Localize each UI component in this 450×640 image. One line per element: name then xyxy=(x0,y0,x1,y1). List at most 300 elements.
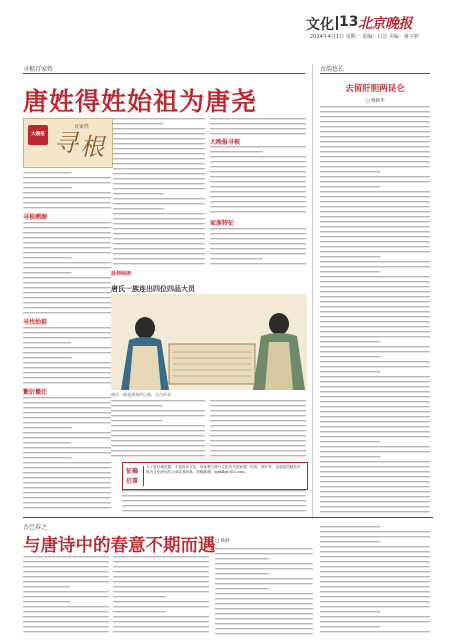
text-line xyxy=(113,581,209,582)
text-line xyxy=(210,445,306,446)
text-line xyxy=(320,206,430,207)
text-line xyxy=(23,312,111,313)
text-line xyxy=(210,151,263,152)
text-line xyxy=(113,606,209,607)
text-line xyxy=(23,472,111,473)
text-line xyxy=(210,201,306,202)
text-line xyxy=(210,253,306,254)
text-line xyxy=(320,196,430,197)
text-line xyxy=(320,426,430,427)
text-line xyxy=(113,238,205,239)
text-line xyxy=(320,366,430,367)
text-line xyxy=(320,181,430,182)
text-line xyxy=(320,626,381,627)
text-line xyxy=(320,526,381,527)
text-line xyxy=(23,561,109,562)
text-line xyxy=(113,173,205,174)
text-line xyxy=(113,228,205,229)
text-lines xyxy=(23,170,111,210)
text-line xyxy=(215,613,313,614)
right-kicker-rule xyxy=(320,73,430,74)
text-line xyxy=(23,497,111,498)
text-line xyxy=(210,171,306,172)
text-line xyxy=(320,226,430,227)
text-line xyxy=(320,306,430,307)
text-line xyxy=(23,611,109,612)
text-line xyxy=(320,166,430,167)
text-line xyxy=(210,161,306,162)
text-line xyxy=(215,573,269,574)
text-line xyxy=(111,435,205,436)
text-line xyxy=(122,490,306,491)
text-line xyxy=(210,146,306,147)
text-line xyxy=(320,501,430,502)
illustration-art xyxy=(111,294,307,390)
text-line xyxy=(320,536,430,537)
text-line xyxy=(215,598,313,599)
text-line xyxy=(320,276,430,277)
text-line xyxy=(210,196,306,197)
notice-box xyxy=(122,462,308,490)
text-line xyxy=(23,566,109,567)
text-line xyxy=(23,397,111,398)
text-line xyxy=(320,561,430,562)
text-line xyxy=(113,601,209,602)
text-line xyxy=(113,591,209,592)
text-line xyxy=(320,331,430,332)
sub-head-5: 大晚报寻根 xyxy=(210,139,241,146)
text-line xyxy=(320,401,430,402)
sub-head-3: 繁衍播迁 xyxy=(23,389,48,396)
text-line xyxy=(113,253,205,254)
text-line xyxy=(113,566,209,567)
text-line xyxy=(23,237,111,238)
text-line xyxy=(320,261,430,262)
text-line xyxy=(113,143,205,144)
text-line xyxy=(320,406,430,407)
text-line xyxy=(23,631,109,632)
text-line xyxy=(320,456,381,457)
text-line xyxy=(23,502,111,503)
text-line xyxy=(113,188,205,189)
text-line xyxy=(320,466,430,467)
text-line xyxy=(23,437,111,438)
text-line xyxy=(23,621,109,622)
text-line xyxy=(23,422,111,423)
text-line xyxy=(210,243,306,244)
text-line xyxy=(23,591,109,592)
text-line xyxy=(23,427,71,428)
text-line xyxy=(23,402,111,403)
text-line xyxy=(113,596,166,597)
text-line xyxy=(23,262,111,263)
text-line xyxy=(210,405,306,406)
text-line xyxy=(320,201,430,202)
text-line xyxy=(320,111,430,112)
text-line xyxy=(320,496,430,497)
text-line xyxy=(23,432,111,433)
text-line xyxy=(320,471,430,472)
text-line xyxy=(113,248,205,249)
text-line xyxy=(320,556,430,557)
right-kicker: 古韵悠长 xyxy=(320,66,345,73)
bottom-byline: □ 林静 xyxy=(215,539,230,544)
sub-head-2: 寻找始祖 xyxy=(23,319,48,326)
text-line xyxy=(113,168,205,169)
text-line xyxy=(23,457,71,458)
text-line xyxy=(210,455,306,456)
text-line xyxy=(320,211,430,212)
text-line xyxy=(113,571,209,572)
text-line xyxy=(113,128,205,129)
text-line xyxy=(320,126,430,127)
text-line xyxy=(111,450,205,451)
text-line xyxy=(210,263,306,264)
text-line xyxy=(122,495,306,496)
text-line xyxy=(23,252,111,253)
text-line xyxy=(210,420,306,421)
text-line xyxy=(320,301,430,302)
text-line xyxy=(23,571,109,572)
text-line xyxy=(320,106,430,107)
text-line xyxy=(320,551,430,552)
text-line xyxy=(23,452,111,453)
feature-headline: 唐氏一族连出四位四品大员 xyxy=(111,285,195,293)
text-line xyxy=(320,361,430,362)
text-line xyxy=(23,302,111,303)
text-line xyxy=(210,128,306,129)
text-line xyxy=(320,266,430,267)
text-line xyxy=(113,138,205,139)
text-line xyxy=(320,491,430,492)
text-line xyxy=(320,351,430,352)
text-line xyxy=(320,316,430,317)
text-line xyxy=(23,287,111,288)
text-line xyxy=(23,347,111,348)
surname-seal-graphic: 大晚报 寻 根 百家姓 xyxy=(23,118,113,168)
text-line xyxy=(320,606,430,607)
text-line xyxy=(111,440,205,441)
text-line xyxy=(320,376,430,377)
text-line xyxy=(113,183,205,184)
text-line xyxy=(23,257,71,258)
left-kicker: 寻根百家姓 xyxy=(23,66,54,73)
text-line xyxy=(23,442,71,443)
text-line xyxy=(23,332,111,333)
text-line xyxy=(210,238,306,239)
text-line xyxy=(210,186,306,187)
text-line xyxy=(320,631,430,632)
text-line xyxy=(23,267,111,268)
text-line xyxy=(113,163,205,164)
text-line xyxy=(111,455,205,456)
text-line xyxy=(320,321,430,322)
text-line xyxy=(122,505,306,506)
text-line xyxy=(215,623,313,624)
text-line xyxy=(320,541,381,542)
text-line xyxy=(23,407,111,408)
text-line xyxy=(113,213,205,214)
text-line xyxy=(320,461,430,462)
text-line xyxy=(210,440,306,441)
notice-text: 为了更好地挖掘、丰富姓氏文化，现征集与姓氏文化有关的家谱、民俗、图片等，也欢迎投稿有关姓氏文化研究的文章或者故事。投稿邮箱：bjxxfb@163.com。 xyxy=(146,465,301,474)
text-line xyxy=(210,435,306,436)
sub-head-1: 寻根溯源 xyxy=(23,214,48,221)
text-line xyxy=(210,258,263,259)
text-line xyxy=(113,258,205,259)
text-line xyxy=(122,500,306,501)
text-line xyxy=(320,251,430,252)
text-line xyxy=(215,563,313,564)
text-line xyxy=(23,352,111,353)
text-line xyxy=(113,218,205,219)
text-line xyxy=(210,156,306,157)
text-line xyxy=(23,417,111,418)
text-line xyxy=(215,583,313,584)
text-line xyxy=(23,467,111,468)
text-line xyxy=(320,291,430,292)
text-line xyxy=(23,581,109,582)
text-line xyxy=(23,601,70,602)
feature-label: 延伸阅读 xyxy=(111,271,132,277)
text-line xyxy=(320,156,430,157)
text-line xyxy=(210,133,306,134)
text-line xyxy=(23,487,111,488)
text-line xyxy=(210,410,306,411)
feature-caption: 唐氏一族是唐尧的后裔，自古传承 xyxy=(111,392,171,397)
text-line xyxy=(113,586,209,587)
text-line xyxy=(320,506,430,507)
text-line xyxy=(320,271,381,272)
text-line xyxy=(23,492,111,493)
text-line xyxy=(210,123,306,124)
text-line xyxy=(320,121,430,122)
text-line xyxy=(210,228,306,229)
text-line xyxy=(113,243,205,244)
text-line xyxy=(320,586,430,587)
text-line xyxy=(111,405,163,406)
text-line xyxy=(320,326,430,327)
text-line xyxy=(320,431,430,432)
text-line xyxy=(210,211,306,212)
feature-illustration xyxy=(111,294,307,390)
text-line xyxy=(320,216,430,217)
text-line xyxy=(320,591,430,592)
text-line xyxy=(320,171,381,172)
text-line xyxy=(23,462,111,463)
text-line xyxy=(23,327,111,328)
text-line xyxy=(113,626,209,627)
text-line xyxy=(320,581,430,582)
text-line xyxy=(111,445,205,446)
text-line xyxy=(320,576,430,577)
text-line xyxy=(320,481,430,482)
text-line xyxy=(210,400,306,401)
text-line xyxy=(113,208,164,209)
text-line xyxy=(23,242,111,243)
text-line xyxy=(320,381,430,382)
page-header xyxy=(0,0,450,52)
text-line xyxy=(113,193,164,194)
text-line xyxy=(23,337,111,338)
header-divider xyxy=(336,16,338,30)
text-line xyxy=(320,241,430,242)
text-line xyxy=(113,118,205,119)
text-line xyxy=(320,151,430,152)
text-line xyxy=(23,576,109,577)
text-line xyxy=(320,421,430,422)
text-line xyxy=(320,116,430,117)
text-line xyxy=(320,486,430,487)
left-headline: 唐姓得姓始祖为唐尧 xyxy=(23,87,258,116)
text-line xyxy=(23,297,111,298)
text-line xyxy=(111,415,205,416)
text-line xyxy=(210,248,306,249)
notice-label-1: 征稿 xyxy=(126,468,139,475)
text-line xyxy=(23,222,111,223)
text-line xyxy=(320,221,430,222)
text-line xyxy=(215,558,269,559)
text-line xyxy=(23,477,111,478)
text-line xyxy=(111,400,205,401)
text-line xyxy=(23,596,109,597)
text-line xyxy=(215,608,313,609)
text-line xyxy=(320,611,381,612)
text-line xyxy=(320,311,430,312)
text-line xyxy=(113,123,164,124)
notice-divider xyxy=(143,466,144,486)
text-line xyxy=(320,476,430,477)
text-line xyxy=(215,628,313,629)
text-line xyxy=(320,416,430,417)
text-line xyxy=(215,588,269,589)
text-line xyxy=(113,158,205,159)
text-line xyxy=(23,272,71,273)
text-line xyxy=(23,362,111,363)
text-line xyxy=(23,292,111,293)
text-line xyxy=(113,561,209,562)
text-line xyxy=(23,307,111,308)
text-line xyxy=(210,233,306,234)
text-line xyxy=(23,232,111,233)
text-line xyxy=(23,342,71,343)
text-line xyxy=(23,616,109,617)
text-line xyxy=(320,346,430,347)
text-line xyxy=(23,507,111,508)
text-line xyxy=(23,586,70,587)
text-line xyxy=(210,191,306,192)
text-line xyxy=(320,256,381,257)
text-line xyxy=(113,153,205,154)
text-line xyxy=(215,568,313,569)
notice-label-2: 启事 xyxy=(126,478,139,485)
text-line xyxy=(320,596,430,597)
text-line xyxy=(210,118,306,119)
text-line xyxy=(210,176,306,177)
text-line xyxy=(23,482,111,483)
text-line xyxy=(113,621,209,622)
right-headline: 去留肝胆两昆仑 xyxy=(345,84,405,94)
text-line xyxy=(113,616,209,617)
text-line xyxy=(210,206,306,207)
text-line xyxy=(113,148,205,149)
date-line: 2024年4月1日 星期一 责编：白洁 美编：蒋宇婷 xyxy=(310,34,419,40)
text-line xyxy=(320,446,430,447)
text-line xyxy=(113,611,166,612)
text-line xyxy=(210,450,306,451)
text-line xyxy=(215,633,313,634)
text-line xyxy=(320,451,430,452)
text-line xyxy=(320,246,430,247)
text-line xyxy=(215,548,313,549)
text-line xyxy=(215,593,313,594)
text-line xyxy=(122,510,306,511)
text-line xyxy=(320,131,430,132)
seal-red-logo: 大晚报 xyxy=(28,125,48,145)
text-line xyxy=(113,576,209,577)
text-line xyxy=(113,198,205,199)
text-line xyxy=(23,626,109,627)
text-line xyxy=(320,356,381,357)
left-kicker-rule xyxy=(23,73,305,74)
text-line xyxy=(320,231,430,232)
text-line xyxy=(23,377,111,378)
text-line xyxy=(111,425,205,426)
text-line xyxy=(320,601,430,602)
bottom-headline: 与唐诗中的春意不期而遇 xyxy=(23,536,216,556)
text-line xyxy=(320,296,430,297)
bottom-top-rule xyxy=(23,517,433,518)
right-byline: □ 傅秋华 xyxy=(365,99,385,104)
section-name: 文化 xyxy=(306,17,334,33)
text-line xyxy=(320,136,430,137)
text-line xyxy=(23,367,111,368)
text-line xyxy=(320,146,430,147)
text-line xyxy=(320,441,381,442)
text-line xyxy=(320,511,430,512)
text-line xyxy=(111,430,205,431)
text-line xyxy=(23,447,111,448)
text-line xyxy=(215,603,313,604)
text-line xyxy=(210,425,306,426)
text-line xyxy=(210,415,306,416)
text-line xyxy=(320,371,381,372)
text-line xyxy=(320,391,430,392)
text-line xyxy=(23,282,111,283)
text-line xyxy=(23,412,111,413)
text-line xyxy=(320,546,430,547)
text-line xyxy=(215,618,313,619)
text-line xyxy=(111,410,205,411)
text-line xyxy=(320,386,430,387)
text-line xyxy=(113,223,205,224)
left-col-intro xyxy=(23,170,111,212)
bottom-kicker: 古巴春之 xyxy=(23,524,48,531)
text-line xyxy=(320,286,430,287)
text-line xyxy=(113,178,205,179)
text-line xyxy=(320,396,430,397)
text-line xyxy=(23,382,111,383)
text-line xyxy=(23,227,111,228)
text-line xyxy=(113,263,205,264)
text-line xyxy=(23,606,109,607)
text-line xyxy=(210,430,306,431)
text-line xyxy=(320,191,430,192)
text-line xyxy=(320,531,430,532)
text-line xyxy=(113,631,209,632)
text-line xyxy=(23,357,71,358)
text-line xyxy=(320,236,430,237)
